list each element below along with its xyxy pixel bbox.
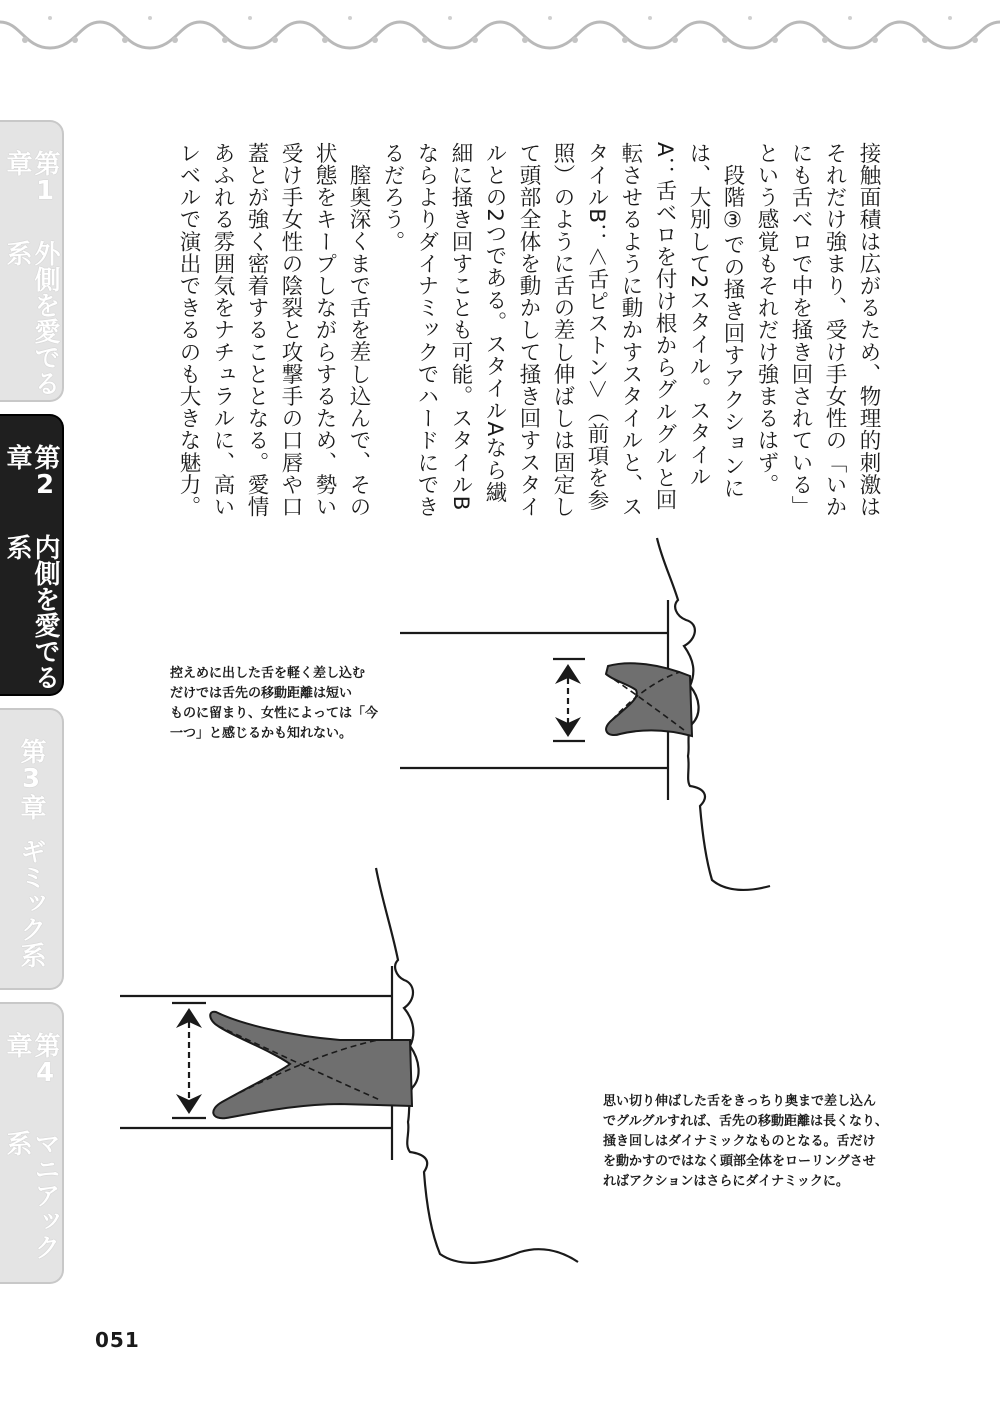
caption-bottom-line: ればアクションはさらにダイナミックに。 <box>603 1174 849 1189</box>
chapter-tab-1-number: 第1章 <box>2 150 60 206</box>
caption-bottom <box>603 1092 903 1192</box>
caption-bottom-line: を動かすのではなく頭部全体をローリングさせ <box>603 1154 876 1169</box>
tongue-short <box>606 663 692 736</box>
chapter-tab-1-name: 外側を愛でる系 <box>2 240 60 397</box>
caption-top-line: 控えめに出した舌を軽く差し込む <box>170 666 366 681</box>
chapter-tab-2-name: 内側を愛でる系 <box>2 534 60 691</box>
chapter-tab-4-name: マニアック系 <box>2 1129 60 1260</box>
caption-top-line: だけでは舌先の移動距離は短い <box>170 686 353 701</box>
chapter-tab-3-number: 第3章 <box>16 738 46 820</box>
diagram-short-tongue <box>400 538 770 890</box>
caption-top-line: 一つ」と感じるかも知れない。 <box>170 726 353 741</box>
caption-bottom-line: 掻き回しはダイナミックなものとなる。舌だけ <box>603 1134 876 1149</box>
caption-top-line: ものに留まり、女性によっては「今 <box>170 706 379 721</box>
chapter-tab-2-number: 第2章 <box>2 444 60 500</box>
body-paragraph-2: 段階③での掻き回すアクションには、大別して2スタイル。スタイルA：舌ベロを付け根からグルグルと回転させるように動かすスタイルと、スタイルB：＜舌ピストン＞（前項を参照）のように舌の差し伸ばしは固定して頭部全体を動かして掻き回すスタイルとの2つである。スタイルAなら繊細に掻き回すことも可能。スタイルBならよりダイナミックでハードにできるだろう。 <box>380 142 745 518</box>
caption-bottom-line: 思い切り伸ばした舌をきっちり奥まで差し込ん <box>603 1094 877 1109</box>
body-paragraph-3: 膣奥深くまで舌を差し込んで、その状態をキープしながらするため、勢い受け手女性の陰裂と攻撃手の口唇や口蓋とが強く密着することとなる。愛情あふれる雰囲気をナチュラルに、高いレベルで演出できるのも大きな魅力。 <box>176 142 371 518</box>
page-number: 051 <box>95 1328 140 1352</box>
tongue-long <box>210 1012 412 1119</box>
chapter-tab-4-number: 第4章 <box>2 1032 60 1088</box>
body-paragraph-1: 接触面積は広がるため、物理的刺激はそれだけ強まり、受け手女性の「いかにも舌べロで中を掻き回されている」という感覚もそれだけ強まるはず。 <box>754 142 881 518</box>
caption-top <box>170 664 400 744</box>
caption-bottom-line: でグルグルすれば、舌先の移動距離は長くなり、 <box>603 1114 888 1129</box>
chapter-tab-3-name: ギミック系 <box>16 838 46 968</box>
